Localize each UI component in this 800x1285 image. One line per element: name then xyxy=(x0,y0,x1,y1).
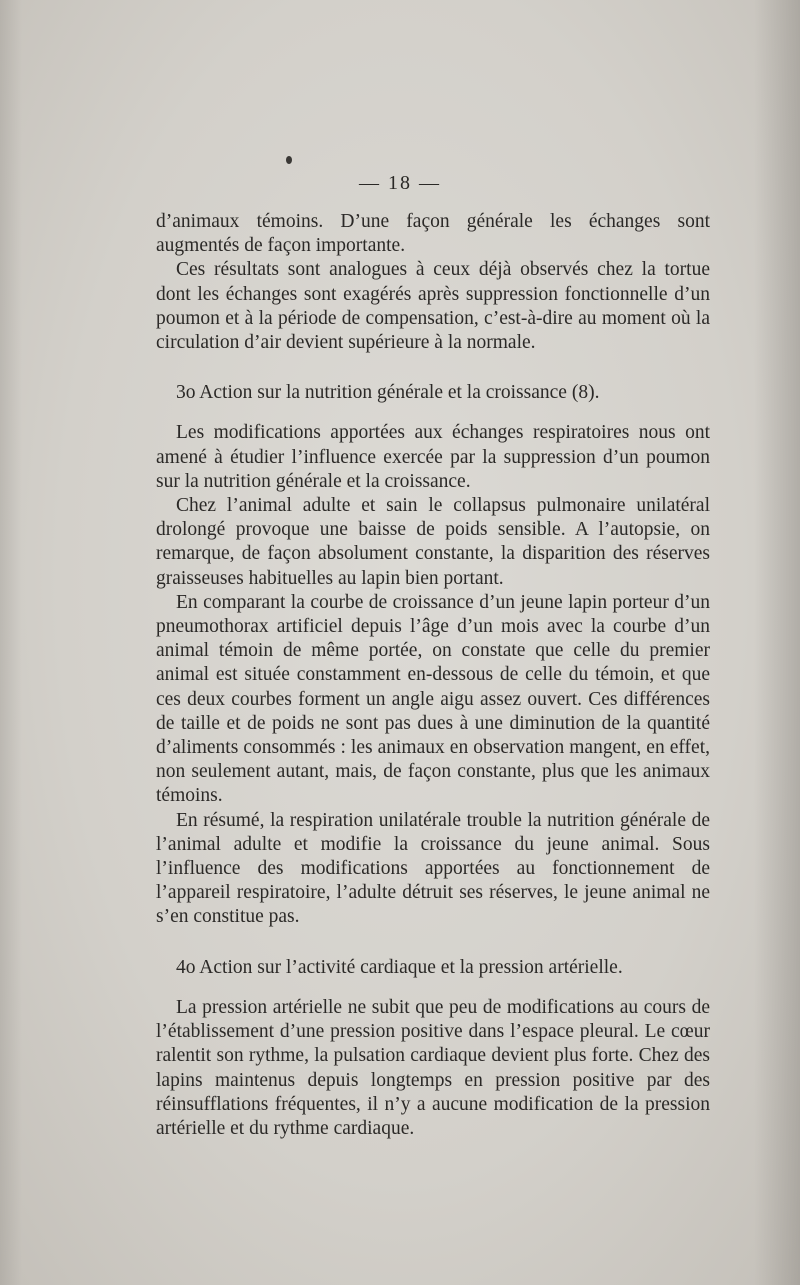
paragraph-results: Ces résultats sont analogues à ceux déjà observés chez la tortue dont les échanges sont exagérés après suppression fonctionnelle d’un poumon et à la période de compensation, c’est-à-dire au moment où la circulation d’air devient supérieure à la normale. xyxy=(156,259,710,354)
ink-speck xyxy=(286,156,292,164)
section-3-heading: 3o Action sur la nutrition générale et la croissance (8). xyxy=(176,382,600,404)
body-text xyxy=(156,210,710,1141)
paragraph-continuation: d’animaux témoins. D’une façon générale les échanges sont augmentés de façon importante. xyxy=(156,211,710,257)
section-3-paragraph: Les modifications apportées aux échanges respiratoires nous ont amené à étudier l’influence exercée par la suppression d’un poumon sur la nutrition générale et la croissance. xyxy=(156,422,710,492)
section-gap xyxy=(156,930,710,956)
section-gap xyxy=(156,355,710,381)
section-4-paragraph: La pression artérielle ne subit que peu de modifications au cours de l’établissement d’une pression positive dans l’espace pleural. Le cœur ralentit son rythme, la pulsation cardiaque devient plus forte. Chez des lapins maintenus depuis longtemps en pression positive par des réinsufflations fréquentes, il n’y a aucune modification de la pression artérielle et du rythme cardiaque. xyxy=(156,996,710,1139)
section-3-paragraph: En résumé, la respiration unilatérale trouble la nutrition générale de l’animal adulte et modifie la croissance du jeune animal. Sous l’influence des modifications apportées au fonctionnement de l’appareil respiratoire, l’adulte détruit ses réserves, le jeune animal ne s’en constitue pas. xyxy=(156,809,710,928)
section-3-paragraph: Chez l’animal adulte et sain le collapsus pulmonaire unilatéral drolongé provoque une baisse de poids sensible. A l’autopsie, on remarque, de façon absolument constante, la disparition des réserves graisseuses habituelles au lapin bien portant. xyxy=(156,495,710,589)
heading-gap xyxy=(156,405,710,421)
heading-gap xyxy=(156,980,710,996)
section-4-heading: 4o Action sur l’activité cardiaque et la pression artérielle. xyxy=(176,956,623,978)
section-3-paragraph: En comparant la courbe de croissance d’un jeune lapin porteur d’un pneumothorax artificiel depuis l’âge d’un mois avec la courbe d’un animal témoin de même portée, on constate que celle du premier animal est située constamment en-dessous de celle du témoin, et que ces deux courbes forment un angle aigu assez ouvert. Ces différences de taille et de poids ne sont pas dues à une diminution de la quantité d’aliments consommés : les animaux en observation mangent, en effet, non seulement autant, mais, de façon constante, plus que les animaux témoins. xyxy=(156,591,710,807)
page-number: — 18 — xyxy=(359,172,441,194)
